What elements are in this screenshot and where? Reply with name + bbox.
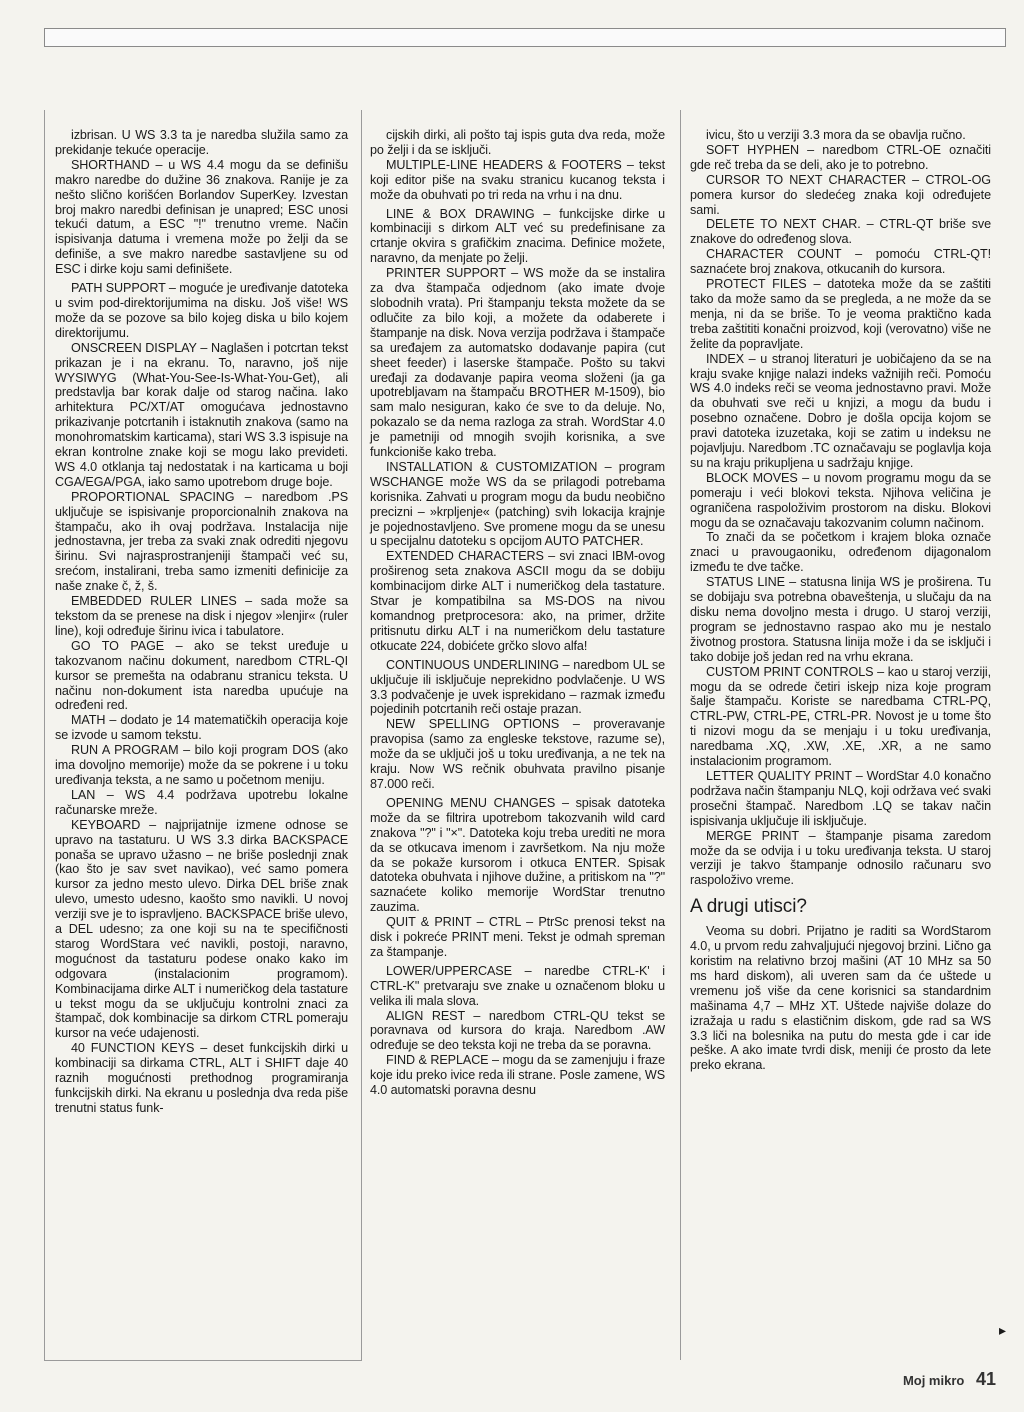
paragraph: BLOCK MOVES – u novom programu mogu da se pomeraju i veći blokovi teksta. Njihova veličina je ograničena raspoloživim prostorom na disku. Blokovi mogu da se označavaju takozvanim column načinom.	[690, 470, 991, 530]
paragraph: QUIT & PRINT – CTRL – PtrSc prenosi tekst na disk i pokreće PRINT meni. Tekst je odmah spreman za štampanje.	[370, 915, 665, 959]
paragraph: Veoma su dobri. Prijatno je raditi sa WordStarom 4.0, u prvom redu zahvaljujući njegovoj brzini. Lično ga koristim na relativno brzoj mašini (AT 10 MHz sa 50 ms hard diskom), ali uveren sam da će uštede u vremenu još više da cene korisnici sa standardnim mašinama 4,7 – MHz XT. Uštede najviše dolaze do izražaja u radu s elastičnim diskom, gde rad sa WS 3.3 liči na bolesnika na putu do mesta gde i car ide peške. A ako imate tvrdi disk, meniji će prosto da lete preko ekrana.	[690, 924, 991, 1073]
top-frame	[44, 28, 1006, 47]
paragraph: INDEX – u stranoj literaturi je uobičajeno da se na kraju svake knjige nalazi indeks važnijih reči. Pomoću WS 4.0 indeks reči se veoma jednostavno pravi. Može da obuhvati sve reči u knjizi, a mogu da budu i posebno označene. Dobro je došla opcija kojom se pravi datoteka izuzetaka, koji se zatim u indeksu ne pojavljuju. Naredbom .TC označavaju se poglavlja koja su na kraju prikupljena u sadržaju knjige.	[690, 351, 991, 470]
paragraph: EMBEDDED RULER LINES – sada može sa tekstom da se prenese na disk i njegov »lenjir« (ruler line), koji određuje širinu ivica i tabulatore.	[55, 594, 348, 638]
paragraph: CURSOR TO NEXT CHARACTER – CTROL-OG pomera kursor do sledećeg znaka koji određujete sami.	[690, 172, 991, 217]
paragraph: CONTINUOUS UNDERLINING – naredbom UL se uključuje ili isključuje neprekidno podvlačenje. U WS 3.3 podvačenje je uvek isprekidano – razmak između pojedinih potcrtanih reči ostaje prazan.	[370, 657, 665, 717]
column-1	[55, 128, 348, 1116]
column-3	[690, 128, 991, 1073]
paragraph: LINE & BOX DRAWING – funkcijske dirke u kombinaciji s dirkom ALT već su predefinisane za crtanje okvira s grafičkim znacima. Definice možete, naravno, da menjate po želji.	[370, 206, 665, 266]
paragraph: ALIGN REST – naredbom CTRL-QU tekst se poravnava od kursora do kraja. Naredbom .AW određuje se deo teksta koji ne treba da se poravna.	[370, 1008, 665, 1053]
paragraph: FIND & REPLACE – mogu da se zamenjuju i fraze koje idu preko ivice reda ili strane. Posle zamene, WS 4.0 automatski poravna desnu	[370, 1053, 665, 1098]
paragraph: 40 FUNCTION KEYS – deset funkcijskih dirki u kombinaciji sa dirkama CTRL, ALT i SHIFT daje 40 raznih mogućnosti prethodnog programiranja funkcijskih dirki. Na ekranu u poslednja dva reda piše trenutni status funk-	[55, 1041, 348, 1115]
paragraph: PROPORTIONAL SPACING – naredbom .PS uključuje se ispisivanje proporcionalnih znakova na štampaču, ako ih ovaj podržava. Instalacija nije jednostavna, jer treba za svaki znak odrediti njegovu širinu. Svi najrasprostranjeniji štampači već su, srećom, instalirani, treba samo izmeniti definicije za naše znake č, ž, š.	[55, 489, 348, 594]
continue-marker-icon: ▸	[998, 1322, 1006, 1338]
section-heading: A drugi utisci?	[690, 896, 807, 918]
paragraph: PROTECT FILES – datoteka može da se zaštiti tako da može samo da se pregleda, a ne može da se menja, ni da se briše. To je veoma praktično kada treba zaštititi konačni proizvod, koji (verovatno) više ne želite da popravljate.	[690, 277, 991, 351]
paragraph: CUSTOM PRINT CONTROLS – kao u staroj verziji, mogu da se odrede četiri iskejp niza koje program šalje štampaču. Koriste se naredbama CTRL-PQ, CTRL-PW, CTRL-PE, CTRL-PR. Novost je u tome što ti nizovi mogu da se menjaju i u toku uređivanja, naredbama .XQ, .XW, .XE, .XR, a ne samo instalacionim programom.	[690, 664, 991, 769]
paragraph: STATUS LINE – statusna linija WS je proširena. Tu se dobijaju sva potrebna obaveštenja, u slučaju da na disku nema dovoljno mesta i drugo. U staroj verziji, program se jednostavno raspao ako mu je nestalo životnog prostora. Statusna linija može i da se isključi i tako dobije još jedan red na vrhu ekrana.	[690, 575, 991, 664]
column-3-body	[690, 128, 991, 888]
paragraph: OPENING MENU CHANGES – spisak datoteka može da se filtrira upotrebom takozvanih wild card znakova "?" i "×". Datoteka koju treba urediti ne mora da se otkucava imenom i završetkom. Na nju može da se pokaže kursorom i otkuca ENTER. Spisak datoteka obuhvata i njihove dužine, a pritiskom na "?" saznaćete koliko memorije WordStar trenutno zauzima.	[370, 795, 665, 915]
paragraph: GO TO PAGE – ako se tekst uređuje u takozvanom načinu dokument, naredbom CTRL-QI kursor se premešta na odabranu stranicu teksta. U načinu non-dokument ista naredba upućuje na određeni red.	[55, 638, 348, 713]
paragraph: LOWER/UPPERCASE – naredbe CTRL-K' i CTRL-K" pretvaraju sve znake u označenom bloku u velika ili mala slova.	[370, 963, 665, 1008]
paragraph: MERGE PRINT – štampanje pisama zaredom može da se odvija i u toku uređivanja teksta. U staroj verziji je takvo štampanje odnosilo računaru svo raspoloživo vreme.	[690, 828, 991, 888]
column-3-after	[690, 924, 991, 1073]
paragraph: izbrisan. U WS 3.3 ta je naredba služila samo za prekidanje tekuće operacije.	[55, 128, 348, 157]
paragraph: cijskih dirki, ali pošto taj ispis guta dva reda, može po želji i da se isključi.	[370, 128, 665, 157]
paragraph: DELETE TO NEXT CHAR. – CTRL-QT briše sve znakove do određenog slova.	[690, 217, 991, 247]
paragraph: EXTENDED CHARACTERS – svi znaci IBM-ovog proširenog seta znakova ASCII mogu da se dobiju kombinacijom dirke ALT i numeričkog dela tastature. Stvar je kompatibilna sa MS-DOS na nivou komandnog pretprocesora: ako, na primer, držite pritisnutu dirku ALT i na numeričkom delu tastature otkucate 224, dobićete grčko slovo alfa!	[370, 549, 665, 653]
paragraph: MULTIPLE-LINE HEADERS & FOOTERS – tekst koji editor piše na svaku stranicu kucanog teksta i može da obuhvati po tri reda na vrhu i na dnu.	[370, 157, 665, 202]
paragraph: RUN A PROGRAM – bilo koji program DOS (ako ima dovoljno memorije) može da se pokrene i u toku uređivanja teksta, a ne samo u početnom meniju.	[55, 743, 348, 787]
paragraph: MATH – dodato je 14 matematičkih operacija koje se izvode u samom tekstu.	[55, 713, 348, 743]
paragraph: ONSCREEN DISPLAY – Naglašen i potcrtan tekst prikazan je i na ekranu. To, naravno, još nije WYSIWYG (What-You-See-Is-What-You-Get), ali predstavlja bar korak dalje od starog načina. Iako arhitektura PC/XT/AT omogućava jednostavno prikazivanje potcrtanih i istaknutih znakova (samo na monohromatskim karticama), stari WS 3.3 ispisuje na ekran kontrolne znake koji se mogu lako previdеti. WS 4.0 otklanja taj nedostatak i na karticama u boji CGA/EGA/PGA, iako samo upotrebom druge boje.	[55, 340, 348, 489]
column-2	[370, 128, 665, 1098]
paragraph: CHARACTER COUNT – pomoću CTRL-QT! saznaćete broj znakova, otkucanih do kursora.	[690, 247, 991, 277]
paragraph: NEW SPELLING OPTIONS – proveravanje pravopisa (samo za engleske tekstove, razume se), može da se uključi još u toku uređivanja, a ne tek na kraju. Now WS rečnik obuhvata pravilno pisanje 87.000 reči.	[370, 717, 665, 791]
paragraph: LETTER QUALITY PRINT – WordStar 4.0 konačno podržava način štampanju NLQ, koji održava već svaki prosečni štampač. Naredbom .LQ se takav način ispisivanja uključuje ili isključuje.	[690, 768, 991, 828]
paragraph: SOFT HYPHEN – naredbom CTRL-OE označiti gde reč treba da se deli, ako je to potrebno.	[690, 142, 991, 172]
page-number: 41	[975, 1369, 996, 1389]
paragraph: KEYBOARD – najprijatnije izmene odnose se upravo na tastaturu. U WS 3.3 dirka BACKSPACE ponaša se upravo užasno – ne briše poslednji znak (kao što je sav svet navikao), već samo pomera kursor za jedno mesto ulevo. Dirka DEL briše znak ulevo, umesto udesno, kaošto smo navikli. U novoj verziji sve je to ispravljeno. BACKSPACE briše ulevo, a DEL udesno; za one koji su na te specifičnosti starog WordStara već navikli, postoji, naravno, mogućnost da tastaturu podese onako kako im odgovara (instalacionim programom). Kombinacijama dirke ALT i numeričkog dela tastature u tekst mogu da se uključuju kontrolni znaci za štampač, dok kombinacije sa dirkom CTRL pomeraju kursor na veće udajenosti.	[55, 817, 348, 1041]
page-footer	[903, 1369, 996, 1390]
paragraph: SHORTHAND – u WS 4.4 mogu da se definišu makro naredbe do dužine 36 znakova. Ranije je za nešto slično korišćen Borlandov SuperKey. Izvestan broj makro naredbi definisan je unapred; ESC unosi tekući datum, a ESC "!" trenutno vreme. Način ispisivanja datuma i vremena može po želji da se definiše, a sve makro naredbe sastavljene su od ESC i dirke koju sami definišete.	[55, 157, 348, 277]
paragraph: LAN – WS 4.4 podržava upotrebu lokalne računarske mreže.	[55, 787, 348, 817]
magazine-name: Moj mikro	[902, 1373, 965, 1388]
paragraph: ivicu, što u verziji 3.3 mora da se obavlja ručno.	[706, 128, 966, 142]
paragraph: To znači da se početkom i krajem bloka označe znaci u pravougaoniku, određenom dijagonalom između te dve tačke.	[690, 530, 991, 575]
paragraph: PRINTER SUPPORT – WS može da se instalira za dva štampača odjednom (ako imate dvoje slobodnih vrata). Pri štampanju teksta možete da se odlučite za bilo koji, a možete da odaberete i štampanje na disk. Nova verzija podržava i štampače sa uređajem za automatsko dodavanje papira (cut sheet feeder) i laserske štampače. Pošto su takvi uređaji za dodavanje papira veoma složeni (ja ga upotrebljavam na štampaču BROTHER M-1509), bio sam malo nesiguran, kako će sve to da deluje. No, pokazalo se da nema razloga za strah. WordStar 4.0 je pametniji od mnogih svojih korisnika, a sve funkcioniše kako treba.	[370, 266, 665, 460]
paragraph: PATH SUPPORT – moguće je uređivanje datoteka u svim pod-direktorijumima na disku. Još više! WS može da se pozove sa bilo kojeg diska u bilo kojem direktorijumu.	[55, 281, 348, 340]
paragraph: INSTALLATION & CUSTOMIZATION – program WSCHANGE može WS da se prilagodi potrebama korisnika. Zahvati u program mogu da budu neobično precizni – »krpljenje« (patching) svih lokacija krajnje je pojednostavljeno. Sve promene mogu da se unesu u specijalnu datoteku s opcijom AUTO PATCHER.	[370, 459, 665, 549]
